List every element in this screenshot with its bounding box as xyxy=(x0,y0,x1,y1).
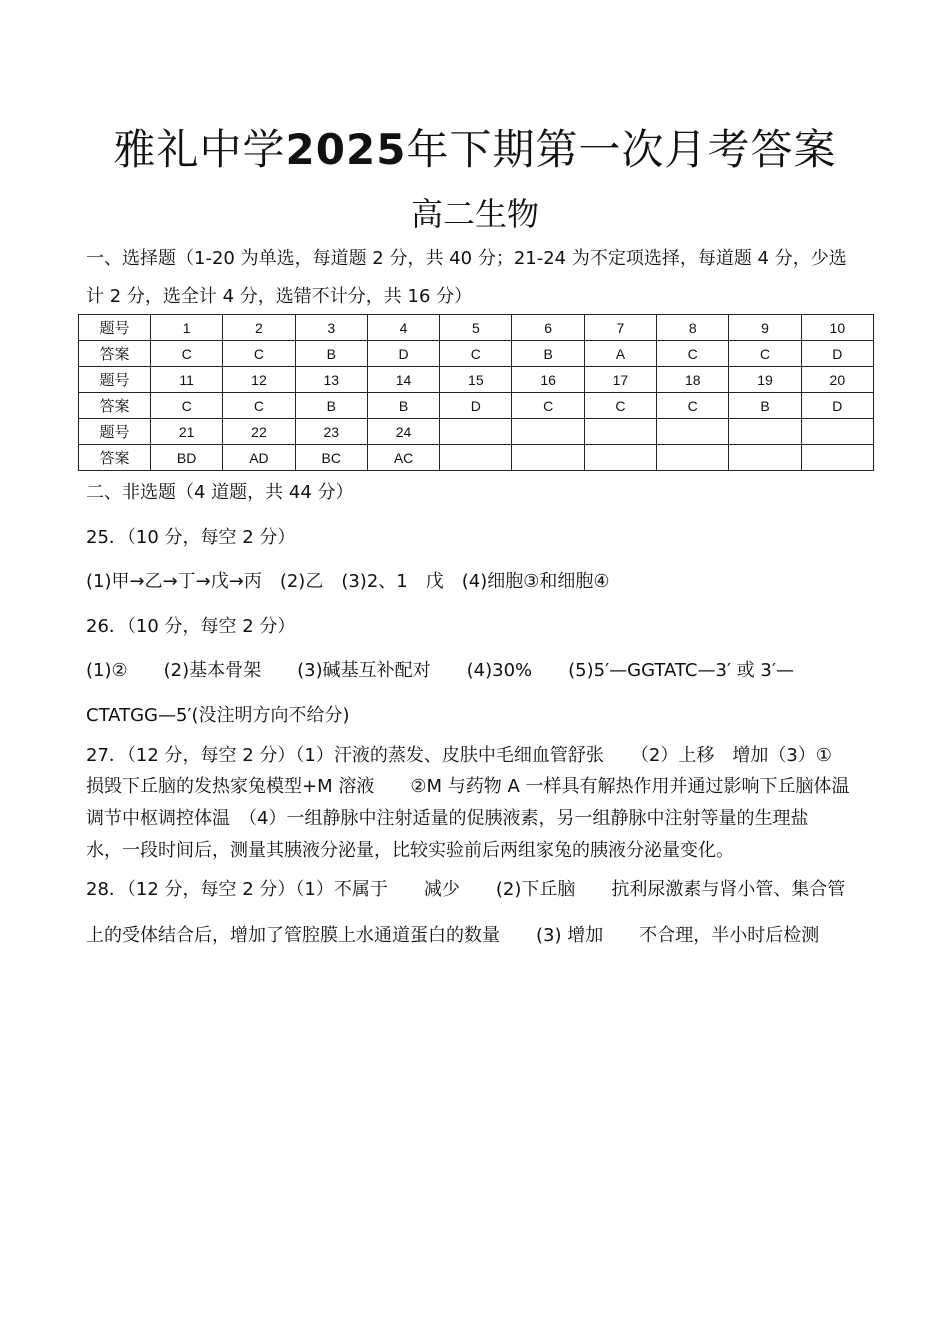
answer-cell: B xyxy=(295,341,367,367)
q26-answer-line2: CTATGG—5′(没注明方向不给分) xyxy=(86,705,350,726)
answer-cell: C xyxy=(151,393,223,419)
question-number-cell: 12 xyxy=(223,367,295,393)
question-number-cell: 21 xyxy=(151,419,223,445)
answer-cell xyxy=(512,445,584,471)
question-number-cell: 17 xyxy=(584,367,656,393)
answer-cell: D xyxy=(367,341,439,367)
question-number-cell: 10 xyxy=(801,315,873,341)
section1-line1: 一、选择题（1-20 为单选，每道题 2 分，共 40 分；21-24 为不定项选择，每道题 4 分，少选 xyxy=(86,248,847,269)
answer-cell: B xyxy=(512,341,584,367)
question-number-cell xyxy=(584,419,656,445)
answer-cell xyxy=(801,445,873,471)
section1-line2: 计 2 分，选全计 4 分，选错不计分，共 16 分） xyxy=(86,286,473,307)
answer-cell: C xyxy=(657,393,729,419)
answer-cell xyxy=(657,445,729,471)
question-number-cell: 23 xyxy=(295,419,367,445)
q25-answer: (1)甲→乙→丁→戊→丙 (2)乙 (3)2、1 戊 (4)细胞③和细胞④ xyxy=(86,571,610,592)
answer-row xyxy=(79,393,874,419)
question-number-cell: 16 xyxy=(512,367,584,393)
row-label: 答案 xyxy=(79,341,151,367)
question-number-cell: 4 xyxy=(367,315,439,341)
answer-cell xyxy=(729,445,801,471)
question-number-cell: 15 xyxy=(440,367,512,393)
question-number-cell: 20 xyxy=(801,367,873,393)
q27-line4: 水，一段时间后，测量其胰液分泌量，比较实验前后两组家兔的胰液分泌量变化。 xyxy=(86,840,734,861)
question-number-cell: 6 xyxy=(512,315,584,341)
question-number-cell: 13 xyxy=(295,367,367,393)
answer-cell: AC xyxy=(367,445,439,471)
answer-cell: C xyxy=(657,341,729,367)
question-number-cell xyxy=(657,419,729,445)
answer-cell: B xyxy=(367,393,439,419)
question-number-cell: 7 xyxy=(584,315,656,341)
question-number-cell: 22 xyxy=(223,419,295,445)
question-number-cell: 5 xyxy=(440,315,512,341)
q27-line1: 27．（12 分，每空 2 分）（1）汗液的蒸发、皮肤中毛细血管舒张 （2）上移 增加（3）① xyxy=(86,745,832,766)
question-number-cell xyxy=(512,419,584,445)
q28-line1: 28．（12 分，每空 2 分）（1）不属于 减少 (2)下丘脑 抗利尿激素与肾小管、集合管 xyxy=(86,879,846,900)
answer-cell: B xyxy=(295,393,367,419)
answer-row xyxy=(79,445,874,471)
question-number-cell: 1 xyxy=(151,315,223,341)
question-number-cell: 8 xyxy=(657,315,729,341)
question-number-cell: 9 xyxy=(729,315,801,341)
q25-heading: 25．（10 分，每空 2 分） xyxy=(86,527,296,548)
answer-cell: D xyxy=(440,393,512,419)
answer-table xyxy=(78,314,874,471)
q27-line3: 调节中枢调控体温 （4）一组静脉中注射适量的促胰液素，另一组静脉中注射等量的生理盐 xyxy=(86,808,809,829)
answer-cell xyxy=(440,445,512,471)
answer-cell: BC xyxy=(295,445,367,471)
q26-heading: 26．（10 分，每空 2 分） xyxy=(86,616,296,637)
answer-cell: B xyxy=(729,393,801,419)
question-number-cell xyxy=(729,419,801,445)
question-number-cell: 2 xyxy=(223,315,295,341)
question-number-cell: 24 xyxy=(367,419,439,445)
answer-cell: C xyxy=(729,341,801,367)
answer-cell: BD xyxy=(151,445,223,471)
row-label: 题号 xyxy=(79,315,151,341)
title-suffix: 年下期第一次月考答案 xyxy=(406,125,837,174)
answer-cell: C xyxy=(440,341,512,367)
answer-cell: C xyxy=(223,393,295,419)
question-number-cell: 19 xyxy=(729,367,801,393)
page-title xyxy=(0,122,950,178)
row-label: 答案 xyxy=(79,445,151,471)
answer-cell: C xyxy=(584,393,656,419)
answer-cell: C xyxy=(151,341,223,367)
question-number-row xyxy=(79,367,874,393)
q27-line2: 损毁下丘脑的发热家兔模型+M 溶液 ②M 与药物 A 一样具有解热作用并通过影响下丘脑体温 xyxy=(86,776,850,797)
question-number-cell xyxy=(801,419,873,445)
answer-cell: AD xyxy=(223,445,295,471)
answer-cell: C xyxy=(512,393,584,419)
answer-row xyxy=(79,341,874,367)
answer-cell: A xyxy=(584,341,656,367)
row-label: 题号 xyxy=(79,367,151,393)
row-label: 题号 xyxy=(79,419,151,445)
answer-cell xyxy=(584,445,656,471)
question-number-cell: 18 xyxy=(657,367,729,393)
question-number-row xyxy=(79,419,874,445)
page-subtitle: 高二生物 xyxy=(410,195,539,233)
title-prefix: 雅礼中学 xyxy=(113,125,286,174)
question-number-row xyxy=(79,315,874,341)
question-number-cell: 11 xyxy=(151,367,223,393)
section2-heading: 二、非选题（4 道题，共 44 分） xyxy=(86,482,354,503)
row-label: 答案 xyxy=(79,393,151,419)
question-number-cell xyxy=(440,419,512,445)
q28-line2: 上的受体结合后，增加了管腔膜上水通道蛋白的数量 (3) 增加 不合理，半小时后检测 xyxy=(86,925,820,946)
answer-cell: D xyxy=(801,393,873,419)
answer-cell: C xyxy=(223,341,295,367)
question-number-cell: 3 xyxy=(295,315,367,341)
question-number-cell: 14 xyxy=(367,367,439,393)
q26-answer-line1: (1)② (2)基本骨架 (3)碱基互补配对 (4)30% (5)5′—GGTATC—3′ 或 3′— xyxy=(86,660,794,681)
answer-cell: D xyxy=(801,341,873,367)
title-year: 2025 xyxy=(285,125,407,174)
